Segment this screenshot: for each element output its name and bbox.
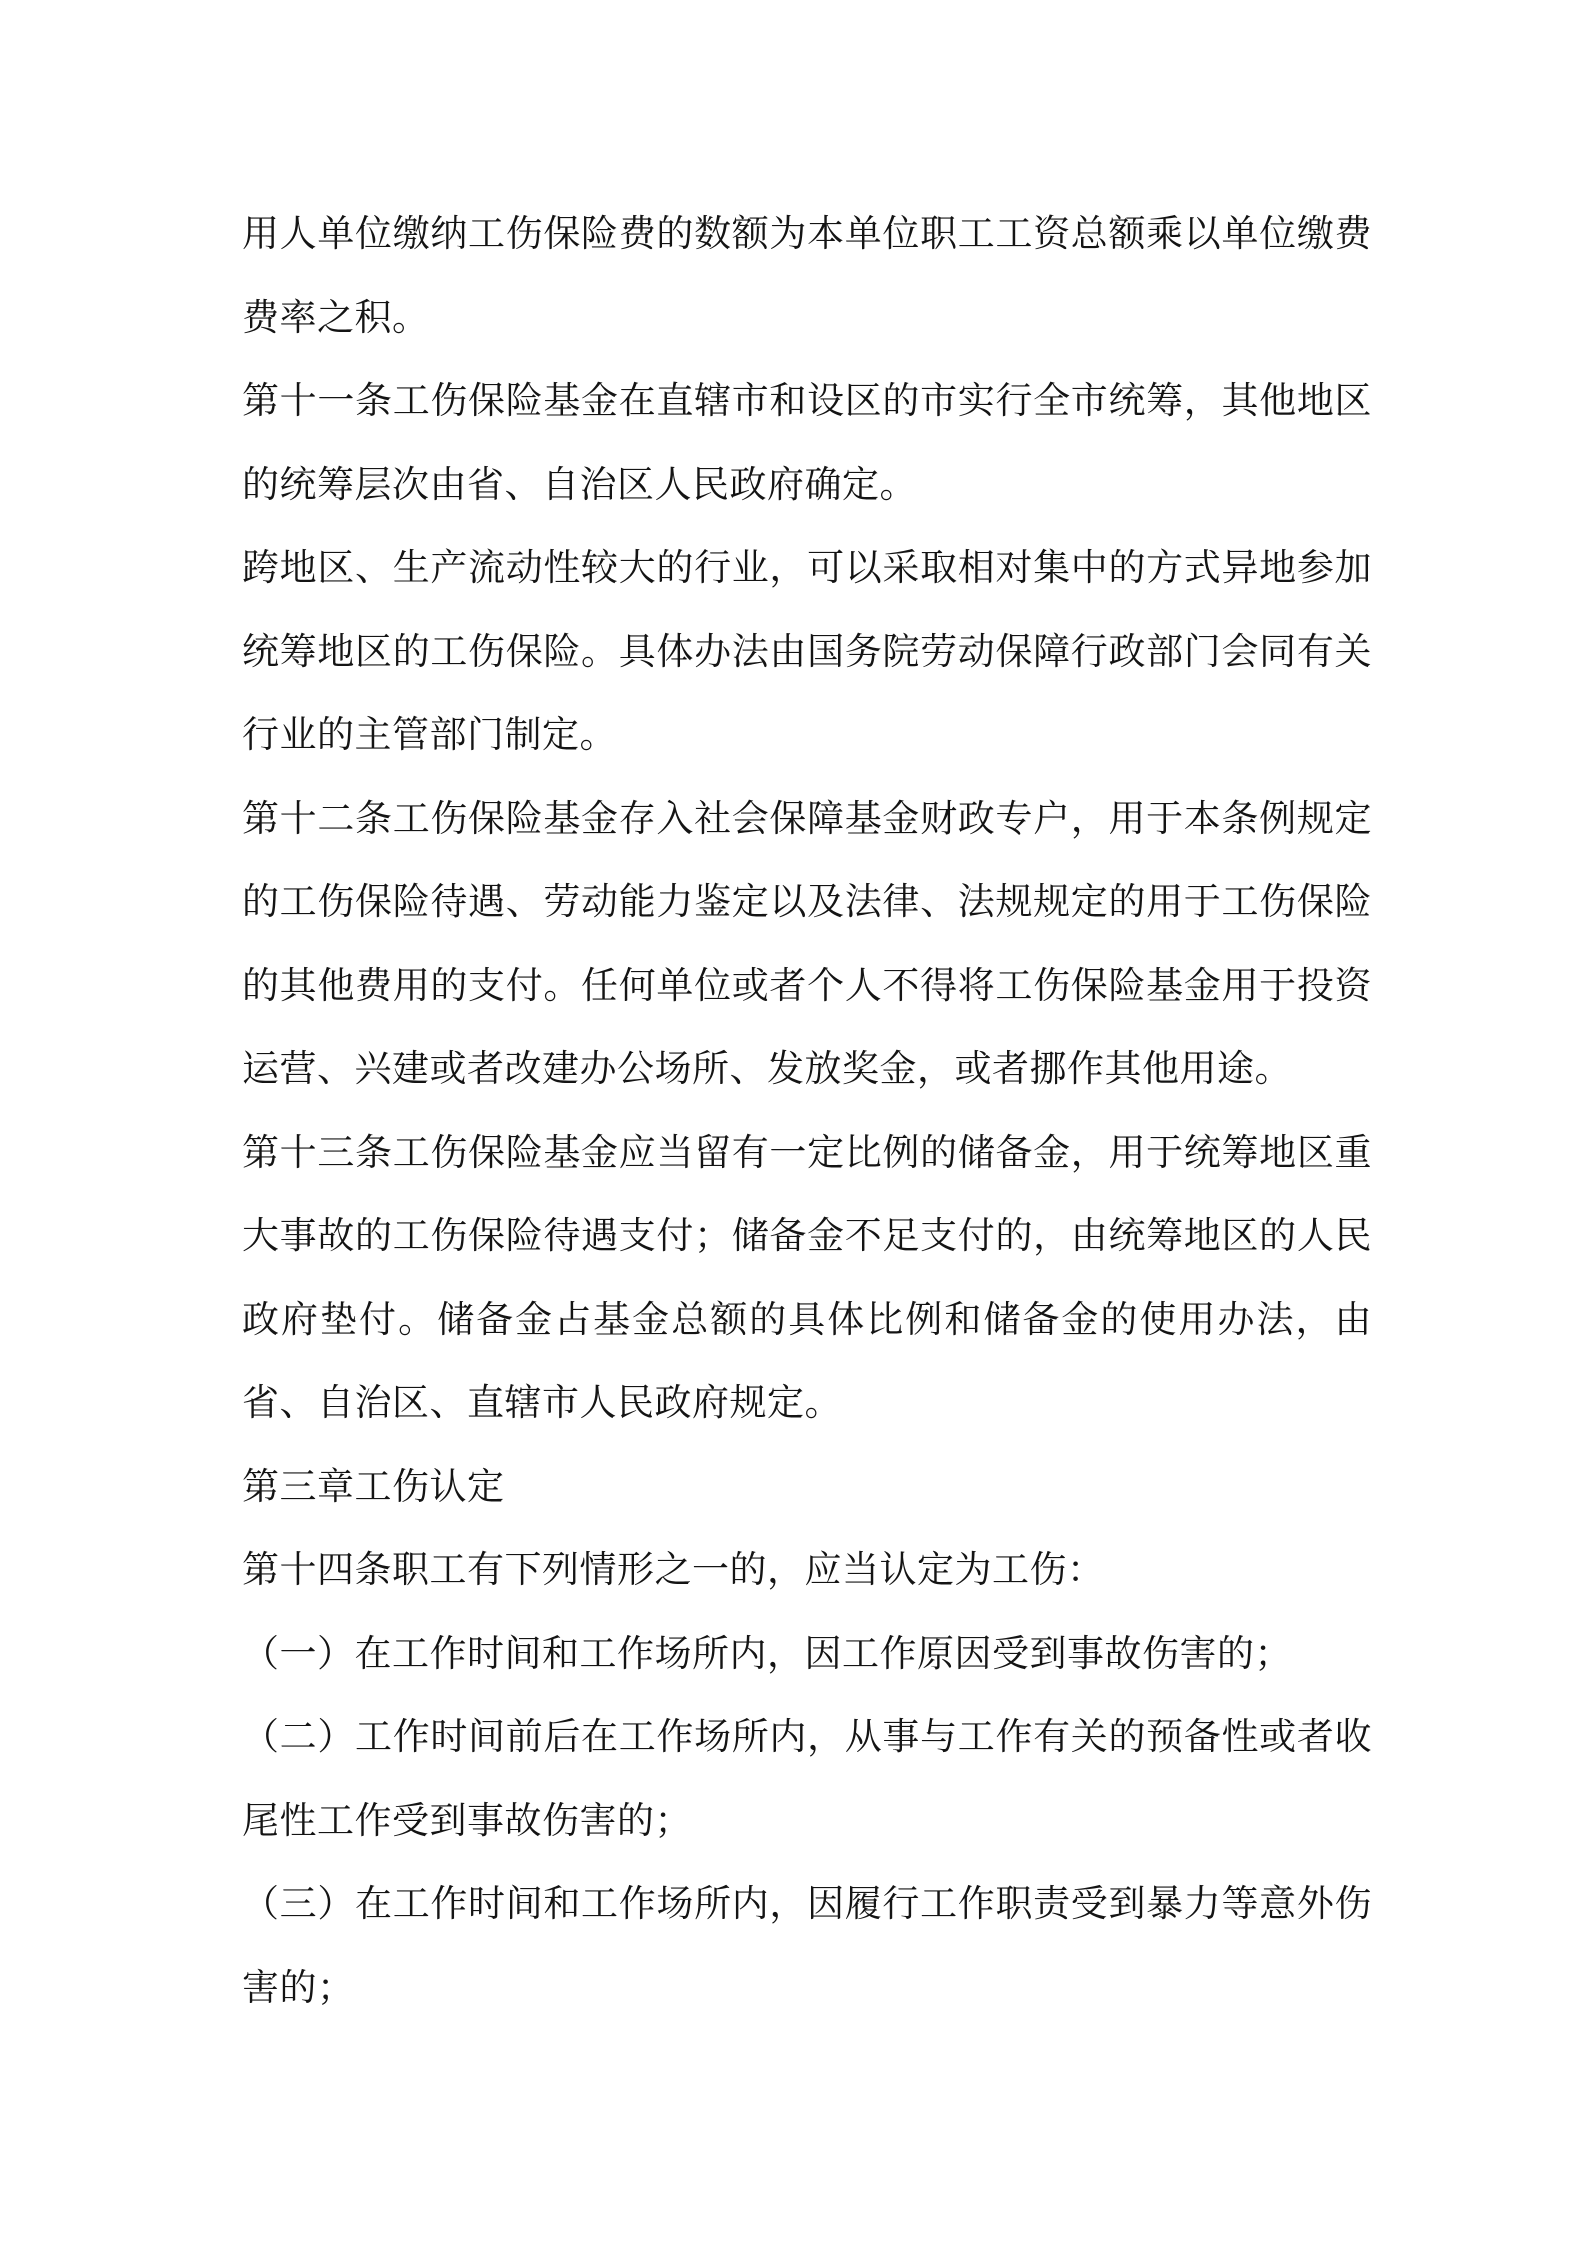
list-item-1: （一）在工作时间和工作场所内，因工作原因受到事故伤害的；	[242, 1631, 1292, 1675]
document-body	[242, 192, 1372, 2029]
list-item-3: （三）在工作时间和工作场所内，因履行工作职责受到暴力等意外伤害的；	[242, 1882, 1372, 2009]
paragraph-contribution-amount: 用人单位缴纳工伤保险费的数额为本单位职工工资总额乘以单位缴费费率之积。	[242, 212, 1372, 339]
paragraph-article-11: 第十一条工伤保险基金在直辖市和设区的市实行全市统筹，其他地区的统筹层次由省、自治区人民政府确定。	[242, 379, 1372, 506]
paragraph-article-13: 第十三条工伤保险基金应当留有一定比例的储备金，用于统筹地区重大事故的工伤保险待遇支付；储备金不足支付的，由统筹地区的人民政府垫付。储备金占基金总额的具体比例和储备金的使用办法，由省、自治区、直辖市人民政府规定。	[242, 1130, 1372, 1424]
paragraph-cross-region: 跨地区、生产流动性较大的行业，可以采取相对集中的方式异地参加统筹地区的工伤保险。具体办法由国务院劳动保障行政部门会同有关行业的主管部门制定。	[242, 546, 1372, 756]
paragraph-article-12: 第十二条工伤保险基金存入社会保障基金财政专户，用于本条例规定的工伤保险待遇、劳动能力鉴定以及法律、法规规定的用于工伤保险的其他费用的支付。任何单位或者个人不得将工伤保险基金用于投资运营、兴建或者改建办公场所、发放奖金，或者挪作其他用途。	[242, 796, 1372, 1090]
paragraph-article-14: 第十四条职工有下列情形之一的，应当认定为工伤：	[242, 1548, 1105, 1591]
list-item-2: （二）工作时间前后在工作场所内，从事与工作有关的预备性或者收尾性工作受到事故伤害的；	[242, 1715, 1372, 1842]
chapter-heading: 第三章工伤认定	[242, 1464, 505, 1508]
